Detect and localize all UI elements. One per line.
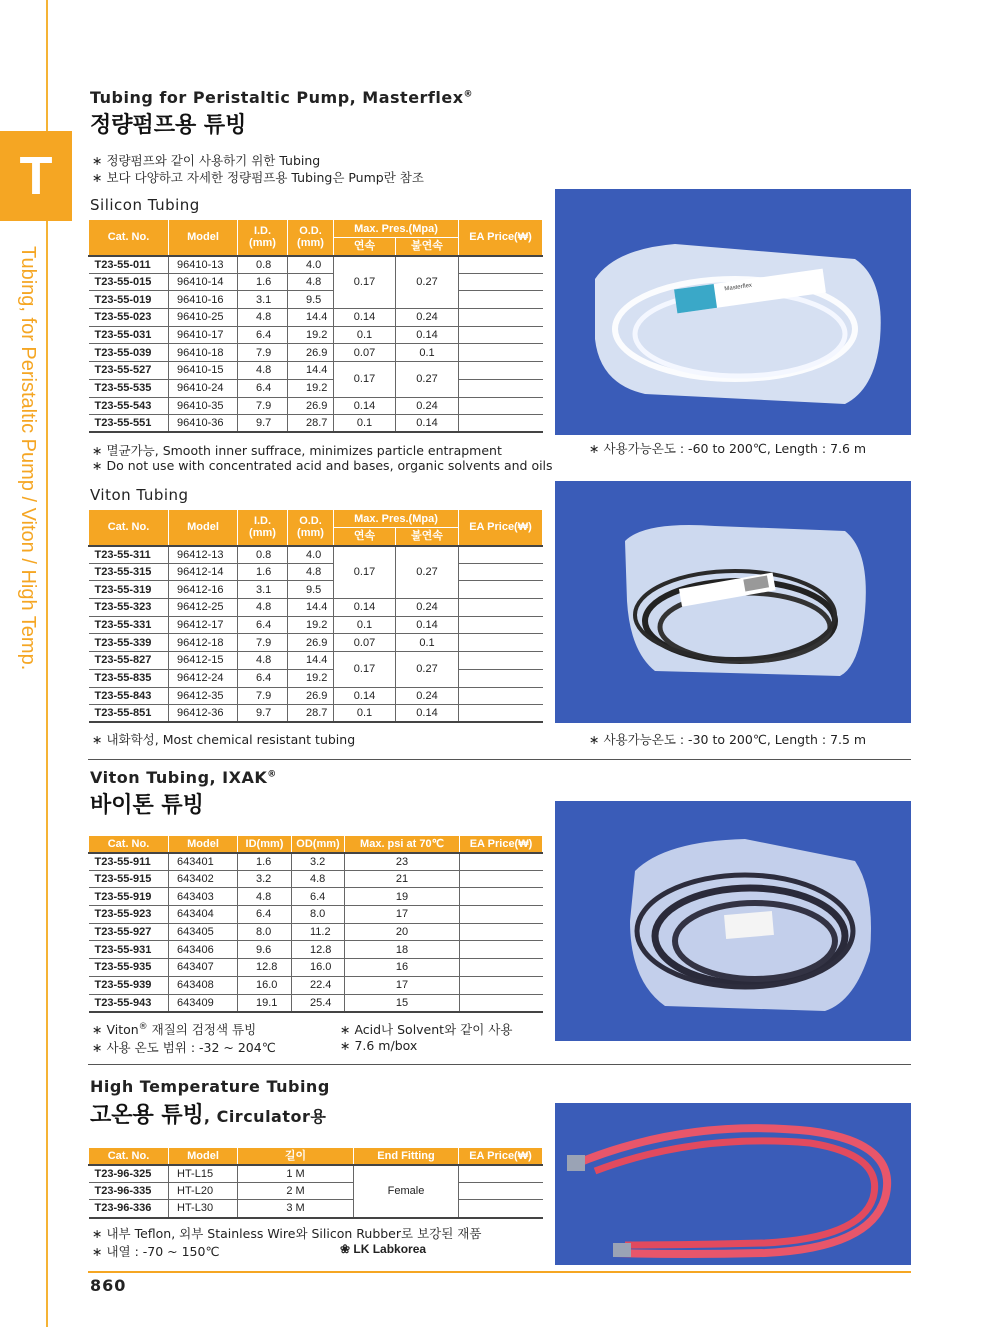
table-row: T23-55-319 96412-16 3.1 9.5 <box>89 581 543 599</box>
ixak-note: ∗ Viton® 재질의 검정색 튜빙 <box>92 1021 257 1037</box>
table-row: T23-55-939 643408 16.0 22.4 17 <box>89 976 543 994</box>
silicon-photo-note: ∗ 사용가능온도 : -60 to 200℃, Length : 7.6 m <box>589 441 867 456</box>
svg-text:Masterflex: Masterflex <box>724 282 753 293</box>
silicon-note: ∗ 멸균가능, Smooth inner suffrace, minimizes particle entrapment <box>92 443 502 458</box>
table-row: T23-55-915 643402 3.2 4.8 21 <box>89 870 543 888</box>
table-row: T23-55-835 96412-24 6.4 19.2 <box>89 669 543 687</box>
table-row: T23-55-311 96412-13 0.8 4.0 0.17 0.27 <box>89 546 543 564</box>
section-title-ko: 바이톤 튜빙 <box>90 793 204 818</box>
intro-note: ∗ 보다 다양하고 자세한 정량펌프용 Tubing은 Pump란 참조 <box>92 170 424 185</box>
table-row: T23-55-543 96410-35 7.9 26.9 0.14 0.24 <box>89 397 543 415</box>
table-row: T23-55-039 96410-18 7.9 26.9 0.07 0.1 <box>89 344 543 362</box>
table-row: T23-55-851 96412-36 9.7 28.7 0.1 0.14 <box>89 705 543 723</box>
ixak-note: ∗ 사용 온도 범위 : -32 ~ 204℃ <box>92 1040 276 1055</box>
viton-tubing-photo <box>555 481 911 723</box>
table-row: T23-55-911 643401 1.6 3.2 23 <box>89 853 543 871</box>
section-title-en: High Temperature Tubing <box>90 1077 330 1096</box>
table-row: T23-55-535 96410-24 6.4 19.2 <box>89 379 543 397</box>
section-divider <box>88 759 911 760</box>
table-row: T23-55-931 643406 9.6 12.8 18 <box>89 941 543 959</box>
table-row: T23-55-323 96412-25 4.8 14.4 0.14 0.24 <box>89 599 543 617</box>
table-row: T23-55-023 96410-25 4.8 14.4 0.14 0.24 <box>89 309 543 327</box>
silicon-note: ∗ Do not use with concentrated acid and bases, organic solvents and oils <box>92 458 553 473</box>
viton-photo-note: ∗ 사용가능온도 : -30 to 200℃, Length : 7.5 m <box>589 732 867 747</box>
table-row: T23-55-551 96410-36 9.7 28.7 0.1 0.14 <box>89 415 543 433</box>
table-row: T23-55-331 96412-17 6.4 19.2 0.1 0.14 <box>89 616 543 634</box>
table-row: T23-55-943 643409 19.1 25.4 15 <box>89 994 543 1012</box>
table-row: T23-55-527 96410-15 4.8 14.4 0.17 0.27 <box>89 362 543 380</box>
table-row: T23-96-336 HT-L30 3 M <box>89 1200 543 1218</box>
vertical-section-title: Tubing, for Peristaltic Pump / Viton / High Temp. <box>17 246 39 671</box>
subsection-title: Viton Tubing <box>90 486 189 504</box>
viton-table: Cat. No. Model I.D. (mm) O.D. (mm) Max. Pres.(Mpa) EA Price(₩) 연속 불연속 T23-55-311 96412-13 0.8 4.0 0.17 0.27 T23-55-315 96412-14 1.6 4.8 T23-55-319 96412-16 3.1 9.5 T23-55-323 96412-25 4.8 14.4 0.14 0.24 T23-55-331 96412-17 6.4 19.2 0.1 0.14 T23-55-339 96412-18 7.9 26.9 0.07 0.1 T23-55-827 96412-15 4.8 14.4 0.17 0.27 T23-55-835 96412-24 6.4 19.2 T23-55-843 96412-35 7.9 26.9 0.14 0.24 T23-55-851 96412-36 9.7 28.7 0.1 0.14 <box>88 509 542 723</box>
high-temp-tubing-photo <box>555 1103 911 1265</box>
brand-logo: ❀ LK Labkorea <box>340 1242 427 1256</box>
table-row: T23-55-339 96412-18 7.9 26.9 0.07 0.1 <box>89 634 543 652</box>
table-row: T23-96-325 HT-L15 1 M Female <box>89 1165 543 1183</box>
viton-note: ∗ 내화학성, Most chemical resistant tubing <box>92 732 356 747</box>
page-number: 860 <box>90 1276 127 1295</box>
table-row: T23-55-919 643403 4.8 6.4 19 <box>89 888 543 906</box>
section-tab: T <box>0 131 72 221</box>
ixak-note: ∗ 7.6 m/box <box>340 1038 418 1053</box>
table-row: T23-55-827 96412-15 4.8 14.4 0.17 0.27 <box>89 652 543 670</box>
silicon-tubing-photo <box>555 189 911 435</box>
labkorea-logo-icon: ❀ <box>340 1242 354 1256</box>
intro-note: ∗ 정량펌프와 같이 사용하기 위한 Tubing <box>92 153 321 168</box>
section-title-en: Viton Tubing, IXAK® <box>90 768 277 787</box>
table-row: T23-55-843 96412-35 7.9 26.9 0.14 0.24 <box>89 687 543 705</box>
table-row: T23-55-019 96410-16 3.1 9.5 <box>89 291 543 309</box>
table-row: T23-55-935 643407 12.8 16.0 16 <box>89 959 543 977</box>
table-row: T23-96-335 HT-L20 2 M <box>89 1182 543 1200</box>
ht-table: Cat. No. Model 길이 End Fitting EA Price(₩) T23-96-325 HT-L15 1 M Female T23-96-335 HT-L20 2 M T23-96-336 HT-L30 3 M <box>88 1147 542 1219</box>
table-row: T23-55-015 96410-14 1.6 4.8 <box>89 273 543 291</box>
table-row: T23-55-923 643404 6.4 8.0 17 <box>89 906 543 924</box>
ixak-note: ∗ Acid나 Solvent와 같이 사용 <box>340 1022 513 1037</box>
section-divider <box>88 1064 911 1065</box>
table-row: T23-55-315 96412-14 1.6 4.8 <box>89 563 543 581</box>
table-row: T23-55-031 96410-17 6.4 19.2 0.1 0.14 <box>89 326 543 344</box>
subsection-title: Silicon Tubing <box>90 196 200 214</box>
ixak-tubing-photo <box>555 801 911 1041</box>
section-title-ko: 정량펌프용 튜빙 <box>90 113 247 138</box>
ht-note: ∗ 내부 Teflon, 외부 Stainless Wire와 Silicon Rubber로 보강된 재품 <box>92 1226 482 1241</box>
section-title-en: Tubing for Peristaltic Pump, Masterflex® <box>90 88 474 107</box>
silicon-table: Cat. No. Model I.D. (mm) O.D. (mm) Max. Pres.(Mpa) EA Price(₩) 연속 불연속 T23-55-011 96410-13 0.8 4.0 0.17 0.27 T23-55-015 96410-14 1.6 4.8 T23-55-019 96410-16 3.1 9.5 T23-55-023 96410-25 4.8 14.4 0.14 0.24 T23-55-031 96410-17 6.4 19.2 0.1 0.14 T23-55-039 96410-18 7.9 26.9 0.07 0.1 T23-55-527 96410-15 4.8 14.4 0.17 0.27 T23-55-535 96410-24 6.4 19.2 T23-55-543 96410-35 7.9 26.9 0.14 0.24 T23-55-551 96410-36 9.7 28.7 0.1 0.14 <box>88 219 542 433</box>
footer-line <box>88 1271 911 1273</box>
ixak-table: Cat. No. Model ID(mm) OD(mm) Max. psi at 70℃ EA Price(₩) T23-55-911 643401 1.6 3.2 23 T23-55-915 643402 3.2 4.8 21 T23-55-919 643403 4.8 6.4 19 T23-55-923 643404 6.4 8.0 17 T23-55-927 643405 8.0 11.2 20 T23-55-931 643406 9.6 12.8 18 T23-55-935 643407 12.8 16.0 16 T23-55-939 643408 16.0 22.4 17 T23-55-943 643409 19.1 25.4 15 <box>88 835 542 1013</box>
ht-note: ∗ 내열 : -70 ~ 150℃ <box>92 1244 220 1259</box>
section-title-ko: 고온용 튜빙, Circulator용 <box>90 1103 327 1128</box>
table-row: T23-55-011 96410-13 0.8 4.0 0.17 0.27 <box>89 256 543 274</box>
table-row: T23-55-927 643405 8.0 11.2 20 <box>89 923 543 941</box>
